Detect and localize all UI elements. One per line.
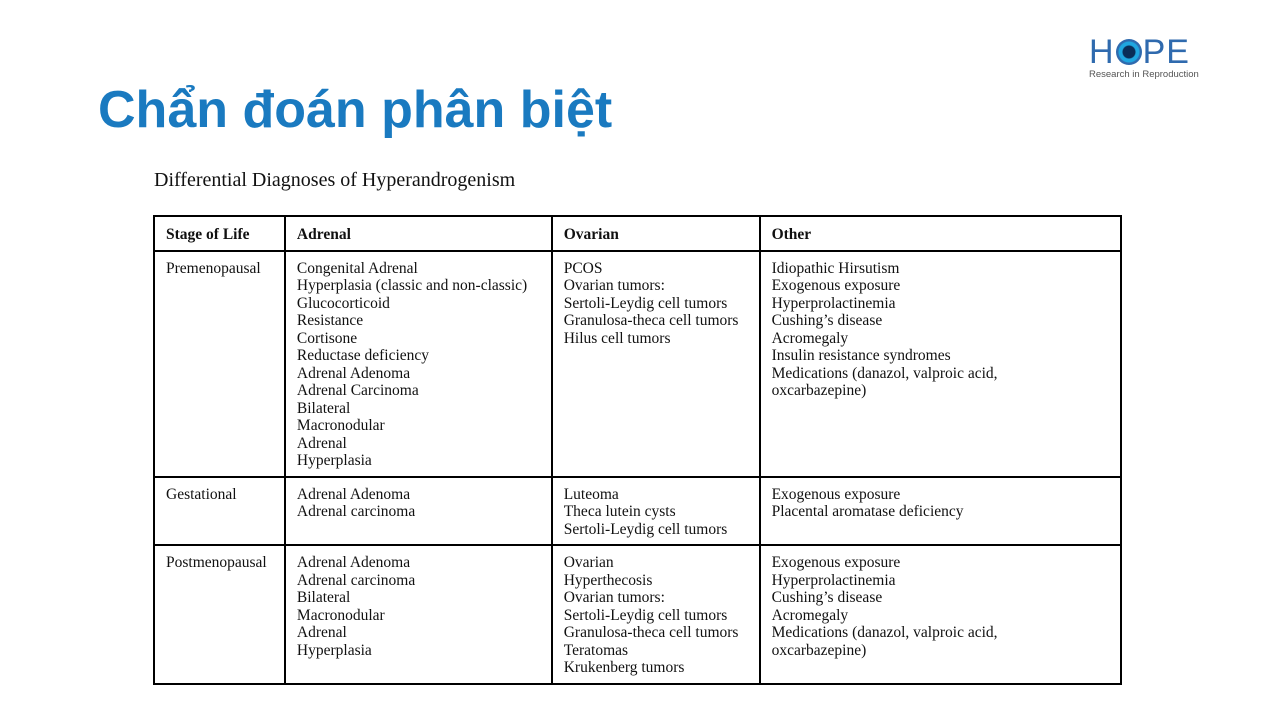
hope-logo (1089, 34, 1204, 84)
ovarian-item: Theca lutein cysts (563, 503, 676, 520)
adrenal-item: Bilateral (296, 589, 351, 606)
other-item: Acromegaly (771, 606, 849, 624)
ovarian-item: Ovarian (563, 554, 614, 571)
header-adrenal: Adrenal (285, 216, 552, 251)
adrenal-item: Adrenal Adenoma (296, 485, 411, 503)
table-header-row (154, 216, 1121, 251)
ovarian-cell (552, 251, 760, 477)
stage-cell: Gestational (154, 477, 285, 546)
ovarian-item: Ovarian tumors: (563, 277, 665, 294)
header-ovarian: Ovarian (552, 216, 760, 251)
ovarian-item: PCOS (563, 259, 603, 277)
other-item: Acromegaly (771, 329, 849, 347)
adrenal-item: Adrenal Adenoma (296, 554, 411, 571)
other-item: Placental aromatase deficiency (771, 503, 964, 520)
adrenal-item: Cortisone (296, 329, 358, 347)
adrenal-item: Hyperplasia (296, 641, 372, 659)
adrenal-item: Macronodular (296, 606, 385, 624)
other-item: Exogenous exposure (771, 485, 901, 503)
stage-cell: Premenopausal (154, 251, 285, 477)
ovarian-item: Sertoli-Leydig cell tumors (563, 520, 728, 538)
other-item: Medications (danazol, valproic acid, (771, 624, 998, 641)
ovarian-item: Luteoma (563, 485, 619, 503)
adrenal-item: Adrenal Adenoma (296, 364, 411, 382)
logo-tagline: Research in Reproduction (1089, 69, 1199, 80)
ovarian-item: Teratomas (563, 641, 629, 659)
table-row (154, 251, 1121, 477)
other-item: Exogenous exposure (771, 554, 901, 571)
other-cell (760, 545, 1121, 684)
adrenal-item: Congenital Adrenal (296, 259, 418, 277)
adrenal-item: Adrenal carcinoma (296, 571, 416, 589)
adrenal-item: Resistance (296, 312, 364, 329)
other-item: Cushing’s disease (771, 589, 883, 606)
logo-wordmark (1089, 34, 1204, 70)
header-other: Other (760, 216, 1121, 251)
ovarian-cell (552, 477, 760, 546)
adrenal-item: Reductase deficiency (296, 347, 430, 364)
adrenal-item: Adrenal Carcinoma (296, 382, 419, 399)
ovarian-item: Granulosa-theca cell tumors (563, 312, 739, 329)
logo-letter-h: H (1089, 33, 1115, 71)
ovarian-item: Ovarian tumors: (563, 589, 665, 606)
other-item: Cushing’s disease (771, 312, 883, 329)
ovarian-item: Hyperthecosis (563, 571, 653, 589)
other-cell (760, 251, 1121, 477)
table-row (154, 477, 1121, 546)
other-item: Idiopathic Hirsutism (771, 259, 900, 277)
other-item: oxcarbazepine) (771, 641, 867, 659)
header-stage-of-life: Stage of Life (154, 216, 285, 251)
ovarian-item: Hilus cell tumors (563, 329, 671, 347)
other-item: Medications (danazol, valproic acid, (771, 364, 998, 382)
adrenal-item: Bilateral (296, 399, 351, 417)
ovarian-item: Sertoli-Leydig cell tumors (563, 294, 728, 312)
adrenal-item: Adrenal (296, 624, 347, 641)
ovarian-item: Granulosa-theca cell tumors (563, 624, 739, 641)
adrenal-item: Adrenal (296, 434, 347, 452)
logo-letters-pe: PE (1142, 33, 1190, 71)
adrenal-cell (285, 251, 552, 477)
other-item: Insulin resistance syndromes (771, 347, 951, 364)
other-cell (760, 477, 1121, 546)
ovarian-item: Krukenberg tumors (563, 659, 685, 676)
table-row (154, 545, 1121, 684)
differential-diagnosis-table (153, 215, 1122, 685)
adrenal-item: Macronodular (296, 417, 385, 434)
adrenal-cell (285, 477, 552, 546)
slide-title: Chẩn đoán phân biệt (98, 81, 613, 139)
adrenal-item: Hyperplasia (296, 452, 372, 469)
ovarian-item: Sertoli-Leydig cell tumors (563, 606, 728, 624)
other-item: Hyperprolactinemia (771, 571, 896, 589)
other-item: Hyperprolactinemia (771, 294, 896, 312)
other-item: Exogenous exposure (771, 277, 901, 294)
other-item: oxcarbazepine) (771, 382, 867, 399)
stage-cell: Postmenopausal (154, 545, 285, 684)
adrenal-item: Hyperplasia (classic and non-classic) (296, 277, 528, 294)
ovarian-cell (552, 545, 760, 684)
adrenal-item: Adrenal carcinoma (296, 503, 416, 520)
adrenal-cell (285, 545, 552, 684)
table-caption: Differential Diagnoses of Hyperandrogenism (154, 169, 516, 191)
eye-icon (1116, 39, 1142, 65)
adrenal-item: Glucocorticoid (296, 294, 390, 312)
